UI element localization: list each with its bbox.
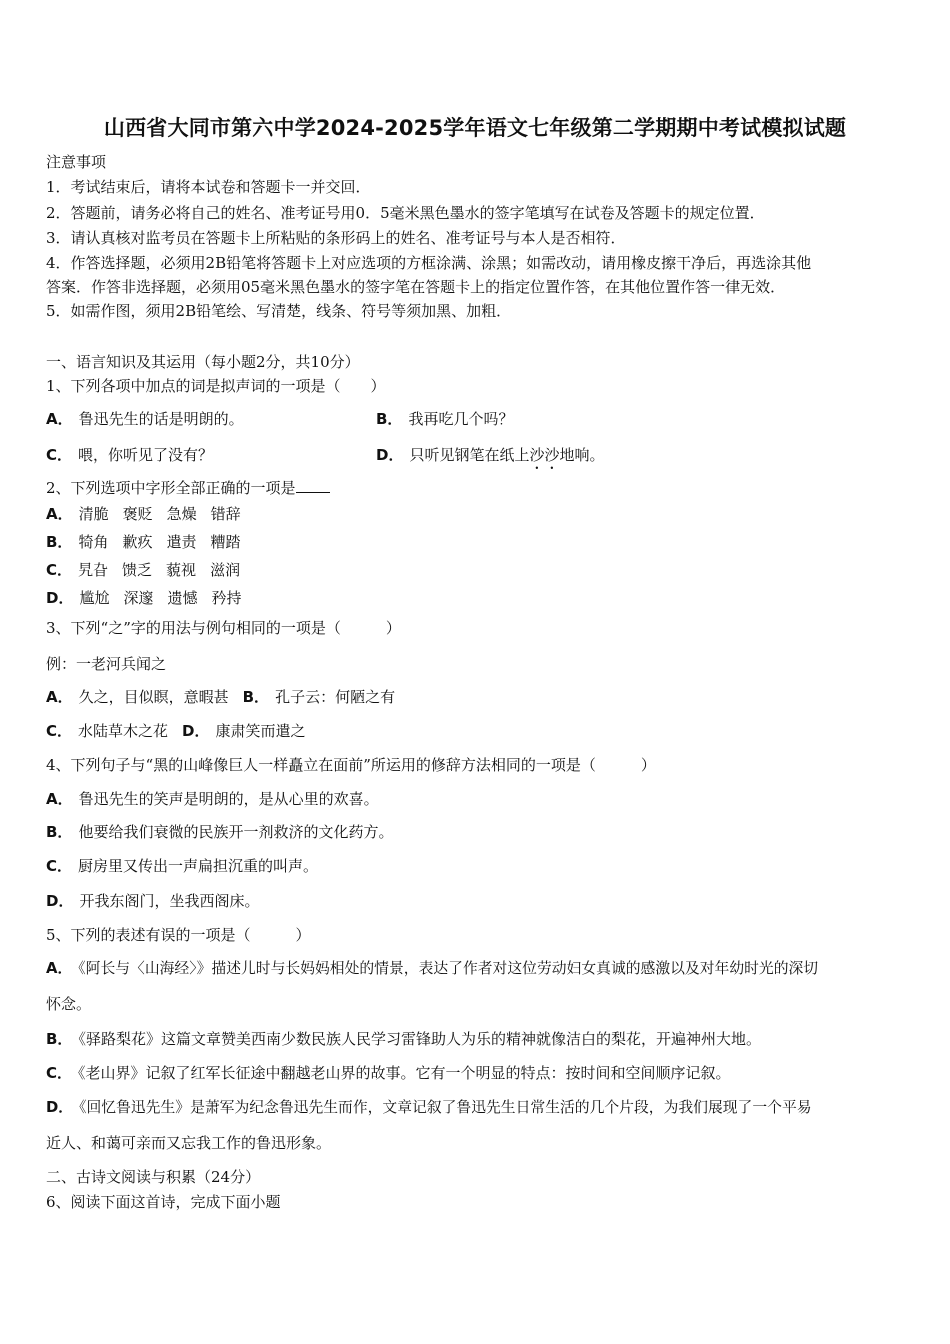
q1-stem: 1、下列各项中加点的词是拟声词的一项是（ ） [46,377,386,395]
page-title: 山西省大同市第六中学2024-2025学年语文七年级第二学期期中考试模拟试题 [103,116,847,140]
option-label: D． [46,892,74,910]
q2-stem-text: 2、下列选项中字形全部正确的一项是 [46,479,296,497]
q3-options-row-2 [46,721,306,741]
q2-option-d [46,588,242,608]
option-text: 地响。 [559,446,605,464]
word: 糟踏 [210,533,241,551]
q5-option-d [46,1098,812,1118]
option-text: 《阿长与〈山海经〉》描述儿时与长妈妈相处的情景，表达了作者对这位劳动妇女真诚的感激以及对年幼时光的深切 [78,960,819,977]
notice-item-4-cont: 答案．作答非选择题，必须用05毫米黑色墨水的签字笔在答题卡上的指定位置作答，在其他位置作答一律无效． [46,278,786,296]
option-label: B． [46,533,73,551]
word: 错辞 [210,505,241,523]
option-text: 康肃笑而遣之 [215,722,306,740]
q2-stem [46,478,330,498]
word: 褒贬 [122,505,153,523]
option-label: D． [46,1099,74,1116]
option-text: 久之，目似瞑，意暇甚 [78,688,229,706]
q3-example: 例：一老河兵闻之 [46,655,167,673]
word: 深邃 [123,589,154,607]
option-label: B． [46,1030,73,1048]
answer-blank [296,478,330,493]
option-label: A． [46,960,73,977]
option-text: 只听见钢笔在纸上 [409,446,530,464]
notice-item-3: 3．请认真核对监考员在答题卡上所粘贴的条形码上的姓名、准考证号与本人是否相符． [46,229,626,247]
section2-heading: 二、古诗文阅读与积累（24分） [46,1168,261,1186]
word: 遣责 [166,533,197,551]
q4-stem: 4、下列句子与“黑的山峰像巨人一样矗立在面前”所运用的修辞方法相同的一项是（ ） [46,756,656,774]
q6-stem: 6、阅读下面这首诗，完成下面小题 [46,1193,281,1211]
notice-item-4: 4．作答选择题，必须用2B铅笔将答题卡上对应选项的方框涂满、涂黑；如需改动，请用橡皮擦干净后，再选涂其他 [46,254,812,272]
word: 尴尬 [79,589,110,607]
q4-option-d [46,891,259,911]
word: 藐视 [166,561,197,579]
q2-option-a [46,504,241,524]
q5-option-c [46,1063,731,1083]
option-text: 孔子云：何陋之有 [275,688,396,706]
option-label: C． [46,561,73,579]
option-label: D． [376,446,404,464]
option-text: 《回忆鲁迅先生》是萧军为纪念鲁迅先生而作，文章记叙了鲁迅先生日常生活的几个片段，为我们展现了一个平易 [79,1099,812,1116]
option-label: B． [376,410,403,428]
q4-option-b [46,822,393,842]
option-label: B． [242,688,270,706]
word: 犄角 [78,533,109,551]
word: 馈乏 [122,561,153,579]
section1-heading: 一、语言知识及其运用（每小题2分，共10分） [46,353,360,371]
q1-option-b [376,409,513,429]
notice-item-5: 5．如需作图，须用2B铅笔绘、写清楚，线条、符号等须加黑、加粗． [46,302,512,320]
option-text: 鲁迅先生的话是明朗的。 [78,410,244,428]
word: 清脆 [78,505,109,523]
option-label: D． [182,722,210,740]
q3-stem: 3、下列“之”字的用法与例句相同的一项是（ ） [46,619,401,637]
notice-item-1: 1．考试结束后，请将本试卷和答题卡一并交回． [46,178,371,196]
word: 矜持 [211,589,242,607]
q4-option-c [46,856,318,876]
option-text: 喂，你听见了没有？ [78,446,214,464]
q5-option-a-cont: 怀念。 [46,995,92,1013]
word: 旯旮 [78,561,109,579]
word: 遗憾 [167,589,198,607]
option-text: 《驿路梨花》这篇文章赞美西南少数民族人民学习雷锋助人为乐的精神就像洁白的梨花，开遍神州大地。 [78,1030,761,1048]
option-label: C． [46,857,73,875]
option-label: A． [46,688,73,706]
q1-option-d [376,445,605,473]
option-text: 我再吃几个吗？ [408,410,514,428]
word: 急燥 [166,505,197,523]
option-label: A． [46,790,73,808]
q1-option-c [46,445,213,465]
option-text: 他要给我们衰微的民族开一剂救济的文化药方。 [78,823,394,841]
option-label: A． [46,505,73,523]
option-label: C． [46,1064,73,1082]
option-label: D． [46,589,74,607]
option-label: C． [46,446,73,464]
notice-item-2: 2．答题前，请务必将自己的姓名、准考证号用0．5毫米黑色墨水的签字笔填写在试卷及答题卡的规定位置． [46,204,765,222]
q5-stem: 5、下列的表述有误的一项是（ ） [46,926,311,944]
option-text: 开我东阁门，坐我西阁床。 [79,892,260,910]
option-label: B． [46,823,73,841]
option-text: 鲁迅先生的笑声是明朗的，是从心里的欢喜。 [78,790,379,808]
q5-option-b [46,1029,761,1049]
option-text: 《老山界》记叙了红军长征途中翻越老山界的故事。它有一个明显的特点：按时间和空间顺序记叙。 [78,1064,731,1082]
dotted-word: 沙沙 [529,446,560,464]
option-label: C． [46,722,73,740]
option-text: 水陆草木之花 [78,722,169,740]
q5-option-d-cont: 近人、和蔼可亲而又忘我工作的鲁迅形象。 [46,1134,332,1152]
q5-option-a [46,959,818,979]
q2-option-b [46,532,241,552]
q3-options-row-1 [46,687,395,707]
option-label: A． [46,410,73,428]
word: 歉疚 [122,533,153,551]
word: 滋润 [210,561,241,579]
q4-option-a [46,789,379,809]
notice-heading: 注意事项 [46,153,107,171]
option-text: 厨房里又传出一声扁担沉重的叫声。 [78,857,319,875]
q2-option-c [46,560,240,580]
q1-option-a [46,409,244,429]
